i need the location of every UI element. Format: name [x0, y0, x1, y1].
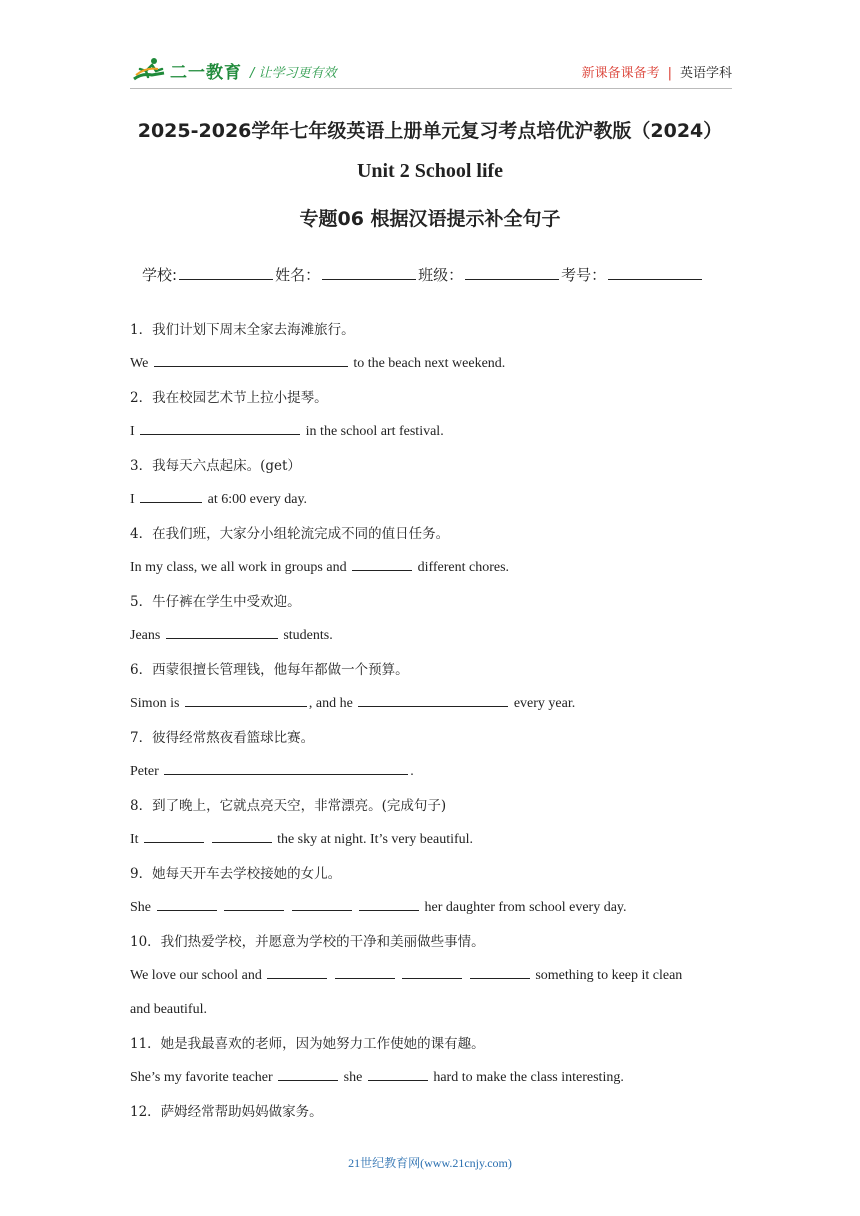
slogan: / 让学习更有效	[250, 66, 337, 81]
page-header	[130, 56, 732, 89]
name-label: 姓名：	[275, 266, 321, 284]
document-title: 2025-2026学年七年级英语上册单元复习考点培优沪教版（2024）	[137, 120, 723, 142]
answer-blank[interactable]	[154, 352, 348, 367]
question-1-prompt: 1．我们计划下周末全家去海滩旅行。	[130, 322, 355, 338]
question-9-prompt: 9．她每天开车去学校接她的女儿。	[130, 866, 342, 882]
question-1-sentence: We to the beach next weekend.	[130, 347, 730, 381]
page-footer: 21世纪教育网(www.21cnjy.com)	[348, 1156, 512, 1170]
question-list	[130, 313, 730, 1129]
answer-blank[interactable]	[278, 1066, 338, 1081]
topic-title: 专题06 根据汉语提示补全句子	[299, 208, 561, 230]
name-blank[interactable]	[322, 263, 416, 280]
question-11-sentence: She’s my favorite teacher she hard to make the class interesting.	[130, 1061, 730, 1095]
runner-logo-icon	[132, 57, 166, 83]
answer-blank[interactable]	[185, 692, 307, 707]
question-11-prompt: 11．她是我最喜欢的老师，因为她努力工作使她的课有趣。	[130, 1036, 485, 1052]
question-7-sentence: Peter .	[130, 755, 730, 789]
logo-text: 二一教育	[170, 62, 242, 83]
question-10-prompt: 10．我们热爱学校，并愿意为学校的干净和美丽做些事情。	[130, 934, 485, 950]
answer-blank[interactable]	[292, 896, 352, 911]
question-2-sentence: I in the school art festival.	[130, 415, 730, 449]
question-9-sentence: She her daughter from school every day.	[130, 891, 730, 925]
answer-blank[interactable]	[164, 760, 408, 775]
class-blank[interactable]	[465, 263, 559, 280]
number-label: 考号：	[561, 266, 607, 284]
logo	[132, 56, 242, 84]
number-blank[interactable]	[608, 263, 702, 280]
question-4-sentence: In my class, we all work in groups and different chores.	[130, 551, 730, 585]
question-8-prompt: 8．到了晚上，它就点亮天空，非常漂亮。(完成句子)	[130, 798, 447, 814]
student-info-line	[142, 263, 704, 285]
school-blank[interactable]	[179, 263, 273, 280]
question-6-prompt: 6．西蒙很擅长管理钱，他每年都做一个预算。	[130, 662, 409, 678]
question-7-prompt: 7．彼得经常熬夜看篮球比赛。	[130, 730, 315, 746]
answer-blank[interactable]	[335, 964, 395, 979]
question-10-sentence-continued: and beautiful.	[130, 1002, 207, 1017]
question-3-sentence: I at 6:00 every day.	[130, 483, 730, 517]
answer-blank[interactable]	[352, 556, 412, 571]
header-subject: 英语学科	[679, 66, 732, 81]
question-4-prompt: 4．在我们班，大家分小组轮流完成不同的值日任务。	[130, 526, 450, 542]
answer-blank[interactable]	[368, 1066, 428, 1081]
answer-blank[interactable]	[140, 488, 202, 503]
unit-title: Unit 2 School life	[356, 160, 504, 182]
question-3-prompt: 3．我每天六点起床。(get）	[130, 458, 301, 474]
answer-blank[interactable]	[358, 692, 508, 707]
school-label: 学校:	[142, 266, 178, 284]
header-right	[582, 62, 732, 81]
question-2-prompt: 2．我在校园艺术节上拉小提琴。	[130, 390, 328, 406]
header-tagline: 新课备课备考	[581, 66, 660, 81]
question-10-sentence: We love our school and something to keep it clean	[130, 959, 730, 993]
question-5-prompt: 5．牛仔裤在学生中受欢迎。	[130, 594, 301, 610]
question-5-sentence: Jeans students.	[130, 619, 730, 653]
question-6-sentence: Simon is , and he every year.	[130, 687, 730, 721]
answer-blank[interactable]	[224, 896, 284, 911]
answer-blank[interactable]	[144, 828, 204, 843]
answer-blank[interactable]	[402, 964, 462, 979]
question-12-prompt: 12．萨姆经常帮助妈妈做家务。	[130, 1104, 323, 1120]
answer-blank[interactable]	[166, 624, 278, 639]
class-label: 班级：	[418, 266, 464, 284]
answer-blank[interactable]	[267, 964, 327, 979]
answer-blank[interactable]	[157, 896, 217, 911]
answer-blank[interactable]	[470, 964, 530, 979]
header-separator: |	[667, 66, 672, 81]
answer-blank[interactable]	[212, 828, 272, 843]
answer-blank[interactable]	[359, 896, 419, 911]
answer-blank[interactable]	[140, 420, 300, 435]
question-8-sentence: It the sky at night. It’s very beautiful.	[130, 823, 730, 857]
